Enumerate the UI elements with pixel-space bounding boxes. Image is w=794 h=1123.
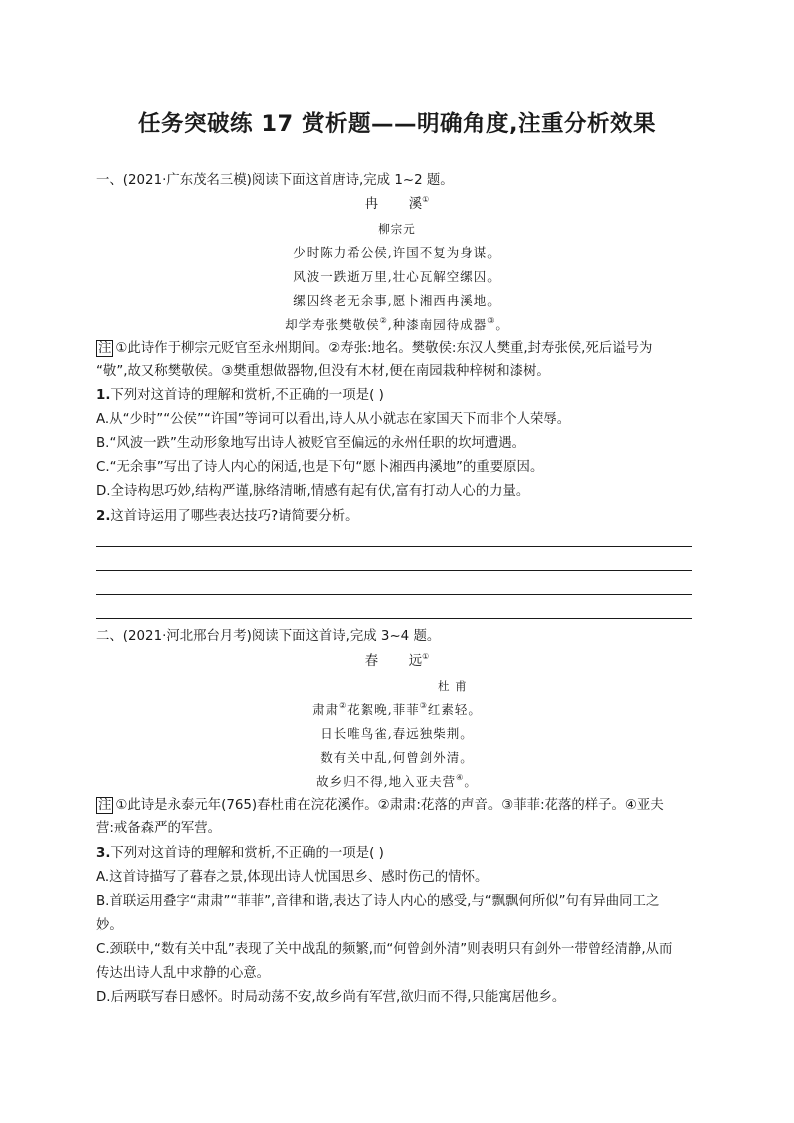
question-1-option-b: B.“风波一跌”生动形象地写出诗人被贬官至偏远的永州任职的坎坷遭遇。	[96, 436, 526, 451]
question-2-number: 2.	[96, 509, 111, 524]
poem1-title	[0, 196, 794, 214]
poem1-line-4-part-c: 。	[495, 317, 509, 332]
poem1-author: 柳宗元	[378, 222, 416, 236]
poem2-line-1-part-c: 红素轻。	[427, 702, 482, 717]
section-divider	[96, 618, 692, 619]
answer-line-1[interactable]	[96, 546, 692, 547]
question-3-option-a: A.这首诗描写了暮春之景,体现出诗人忧国思乡、感时伤己的情怀。	[96, 870, 489, 885]
question-1-option-a: A.从“少时”“公侯”“许国”等词可以看出,诗人从小就志在家国天下而非个人荣辱。	[96, 412, 571, 427]
question-1-option-c: C.“无余事”写出了诗人内心的闲适,也是下句“愿卜湘西冉溪地”的重要原因。	[96, 460, 544, 475]
question-2-text: 这首诗运用了哪些表达技巧?请简要分析。	[110, 509, 359, 524]
question-1-option-d: D.全诗构思巧妙,结构严谨,脉络清晰,情感有起有伏,富有打动人心的力量。	[96, 484, 530, 499]
question-3-option-b-line-1: B.首联运用叠字“肃肃”“菲菲”,音律和谐,表达了诗人内心的感受,与“飘飘何所似”句有异曲同工之	[96, 894, 660, 909]
poem1-title-note: ①	[422, 195, 430, 204]
poem2-note-ref-4: ④	[456, 773, 465, 782]
question-1	[96, 387, 698, 405]
poem2-line-1	[0, 701, 794, 719]
question-3-option-c-line-1: C.颈联中,“数有关中乱”表现了关中战乱的频繁,而“何曾剑外清”则表明只有剑外一带曾经清静,从而	[96, 942, 673, 957]
poem2-line-4	[0, 773, 794, 791]
section2-intro: 二、(2021·河北邢台月考)阅读下面这首诗,完成 3~4 题。	[96, 629, 441, 644]
poem2-line-2: 日长唯鸟雀,春远独柴荆。	[320, 726, 474, 741]
question-2	[96, 508, 698, 526]
poem2-note-text-1: ①此诗是永泰元年(765)春杜甫在浣花溪作。②肃肃:花落的声音。③菲菲:花落的样子。④亚夫	[115, 798, 664, 813]
poem2-note-ref-2: ②	[339, 701, 348, 710]
section1-intro: 一、(2021·广东茂名三模)阅读下面这首唐诗,完成 1~2 题。	[96, 173, 454, 188]
poem2-title-char-2: 远	[408, 654, 423, 669]
poem2-title-note: ①	[422, 652, 430, 661]
answer-line-3[interactable]	[96, 594, 692, 595]
page-title: 任务突破练 17 赏析题——明确角度,注重分析效果	[137, 111, 657, 137]
poem2-note-line-1	[96, 797, 698, 815]
poem1-note-line-2: “敬”,故又称樊敬侯。③樊重想做器物,但没有木材,便在南园栽种梓树和漆树。	[96, 364, 550, 379]
poem1-note-line-1	[96, 340, 698, 358]
poem1-line-4	[0, 316, 794, 334]
poem1-line-2: 风波一跌逝万里,壮心瓦解空缧囚。	[293, 269, 501, 284]
poem2-note-line-2: 营:戒备森严的军营。	[96, 821, 222, 836]
poem2-title	[0, 653, 794, 671]
question-3-number: 3.	[96, 846, 111, 861]
poem2-line-1-part-b: 花絮晚,菲菲	[347, 702, 420, 717]
poem1-line-4-part-b: ,种漆南园待成器	[387, 317, 488, 332]
poem2-note-ref-3: ③	[419, 701, 428, 710]
poem1-line-4-part-a: 却学寿张樊敬侯	[285, 317, 380, 332]
poem1-line-3: 缧囚终老无余事,愿卜湘西冉溪地。	[293, 293, 501, 308]
poem2-author: 杜 甫	[438, 679, 468, 693]
question-1-text: 下列对这首诗的理解和赏析,不正确的一项是( )	[110, 388, 384, 403]
note-label-box: 注	[98, 341, 112, 356]
poem1-title-char-1: 冉	[364, 197, 379, 212]
question-3-option-c-line-2: 传达出诗人乱中求静的心意。	[96, 966, 271, 981]
question-1-number: 1.	[96, 388, 111, 403]
question-3	[96, 845, 698, 863]
question-3-option-d: D.后两联写春日感怀。时局动荡不安,故乡尚有军营,欲归而不得,只能寓居他乡。	[96, 990, 566, 1005]
poem2-line-1-part-a: 肃肃	[312, 702, 340, 717]
poem2-line-4-part-b: 。	[464, 774, 478, 789]
poem1-title-char-2: 溪	[408, 197, 423, 212]
question-3-option-b-line-2: 妙。	[96, 918, 123, 933]
poem1-line-1: 少时陈力希公侯,许国不复为身谋。	[293, 245, 501, 260]
poem1-note-text-1: ①此诗作于柳宗元贬官至永州期间。②寿张:地名。樊敬侯:东汉人樊重,封寿张侯,死后谥号为	[115, 341, 653, 356]
poem2-line-4-part-a: 故乡归不得,地入亚夫营	[316, 774, 457, 789]
note-label-box: 注	[98, 798, 112, 813]
poem2-line-3: 数有关中乱,何曾剑外清。	[320, 750, 474, 765]
answer-line-2[interactable]	[96, 570, 692, 571]
poem1-note-ref-2: ②	[379, 316, 388, 325]
question-3-text: 下列对这首诗的理解和赏析,不正确的一项是( )	[110, 846, 384, 861]
poem1-note-ref-3: ③	[487, 316, 496, 325]
poem2-title-char-1: 春	[364, 654, 379, 669]
